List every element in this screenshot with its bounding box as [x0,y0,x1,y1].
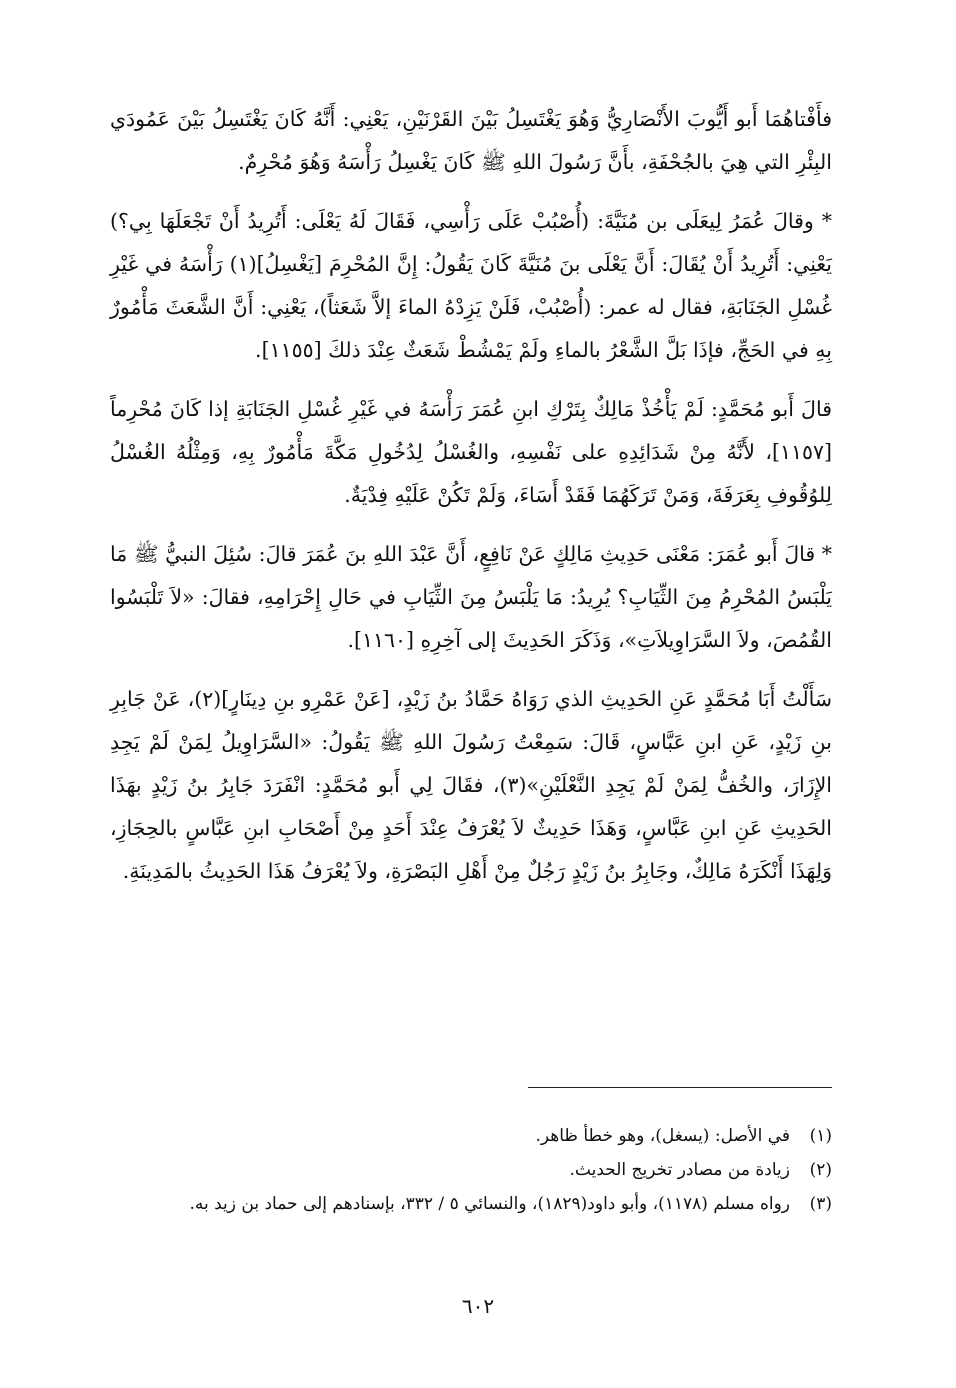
footnote-3 [110,1187,832,1221]
footnote-text: في الأصل: (يسغل)، وهو خطأ ظاهر. [535,1126,790,1146]
footnote-text: زيادة من مصادر تخريج الحديث. [569,1160,790,1180]
footnotes [110,1119,832,1221]
footnote-number: (٢) [809,1160,832,1180]
footnote-number: (١) [809,1126,832,1146]
footnote-number: (٣) [809,1194,832,1214]
paragraph-5: سَأَلْتُ أَبَا مُحَمَّدٍ عَنِ الحَدِيثِ الذي رَوَاهُ حَمَّادُ بنُ زَيْدٍ، [عَنْ عَمْرِو بنِ دِينَارٍ](٢)، عَنْ جَابِرِ بنِ زَيْدٍ، عَنِ ابنِ عَبَّاسٍ، قَالَ: سَمِعْتُ رَسُولَ اللهِ ﷺ يَقُولُ: «السَّرَاوِيلُ لِمَنْ لَمْ يَجِدِ الإِزَارَ، والخُفُّ لِمَنْ لَمْ يَجِدِ النَّعْلَيْنِ»(٣)، فقَالَ لِي أَبو مُحَمَّدٍ: انْفَرَدَ جَابِرُ بنُ زَيْدٍ بهَذَا الحَدِيثِ عَنِ ابنِ عَبَّاسٍ، وَهَذَا حَدِيثٌ لاَ يُعْرَفُ عِنْدَ أَحَدٍ مِنْ أَصْحَابِ ابنِ عَبَّاسٍ بالحِجَازِ، وَلِهَذَا أَنْكَرَهُ مَالِكٌ، وجَابِرُ بنُ زَيْدٍ رَجُلٌ مِنْ أَهْلِ البَصْرَةِ، ولاَ يُعْرَفُ هَذَا الحَدِيثُ بالمَدِينَةِ. [110,687,832,883]
page-number: ٦٠٢ [461,1294,495,1318]
footnote-1 [110,1119,832,1153]
footnote-divider [528,1087,832,1088]
main-text [110,98,832,909]
paragraph-1: فأَفْتاهُمَا أَبو أَيُّوبَ الأَنْصَارِيُّ وَهُوَ يَغْتَسِلُ بَيْنَ القَرْنَيْنِ، يَعْنِي: أَنَّهُ كَانَ يَغْتَسِلُ بَيْنَ عَمُودَي البِئْرِ التي هِيَ بالجُحْفَةِ، بأَنَّ رَسُولَ اللهِ ﷺ كَانَ يَغْسِلُ رَأْسَهُ وَهُوَ مُحْرِمٌ. [110,107,832,174]
paragraph-3: قالَ أَبو مُحَمَّدٍ: لَمْ يَأْخُذْ مَالِكٌ بِتَرْكِ ابنِ عُمَرَ رَأْسَهُ في غَيْرِ غُسْلِ الجَنَابَةِ إذا كَانَ مُحْرِماً [١١٥٧]، لأَنَّهُ مِنْ شَدَائِدِهِ على نَفْسِهِ، والغُسْلُ لِدُخُولِ مَكَّةَ مَأْمُورٌ بِهِ، وَمِثْلُهُ الغُسْلُ لِلوُقُوفِ بِعَرَفَةَ، وَمَنْ تَرَكَهُمَا فَقَدْ أَسَاءَ، وَلَمْ تَكُنْ عَلَيْهِ فِدْيَةٌ. [110,397,832,507]
paragraph-4: * قالَ أَبو عُمَرَ: مَعْنَى حَدِيثِ مَالِكٍ عَنْ نَافِعٍ، أَنَّ عَبْدَ اللهِ بنَ عُمَرَ قالَ: سُئِلَ النبيُّ ﷺ مَا يَلْبَسُ المُحْرِمُ مِنَ الثِّيَابِ؟ يُرِيدُ: مَا يَلْبَسُ مِنَ الثِّيَابِ في حَالِ إِحْرَامِهِ، فقالَ: «لاَ تَلْبَسُوا القُمُصَ، ولاَ السَّرَاوِيلاَتِ»، وَذَكَرَ الحَدِيثَ إلى آخِرِهِ [١١٦٠]. [110,542,832,652]
paragraph-2: * وقالَ عُمَرُ لِيعَلَى بن مُنَيَّةَ: (أُصْبُبْ عَلَى رَأْسِي، فَقَالَ لَهُ يَعْلَى: أَتُرِيدُ أَنْ تَجْعَلَهَا بِي؟) يَعْنِي: أَتُرِيدُ أَنْ يُقَالَ: أَنَّ يَعْلَى بنَ مُنَيَّةَ كَانَ يَقُولُ: إِنَّ المُحْرِمَ [يَغْسِلُ](١) رَأْسَهُ في غَيْرِ غُسْلِ الجَنَابَةِ، فقال له عمر: (أُصْبُبْ، فَلَنْ يَزِدْهُ الماءَ إلاَّ شَعَثاً)، يَعْنِي: أَنَّ الشَّعَثَ مَأْمُورٌ بِهِ في الحَجِّ، فإذَا بَلَّ الشَّعْرُ بالماءِ ولَمْ يَمْشُطْ شَعَثٌ عِنْدَ ذلكَ [١١٥٥]. [110,209,832,362]
footnote-2 [110,1153,832,1187]
footnote-text: رواه مسلم (١١٧٨)، وأبو داود(١٨٢٩)، والنسائي ٥ / ٣٣٢، بإسنادهم إلى حماد بن زيد به. [189,1194,790,1214]
